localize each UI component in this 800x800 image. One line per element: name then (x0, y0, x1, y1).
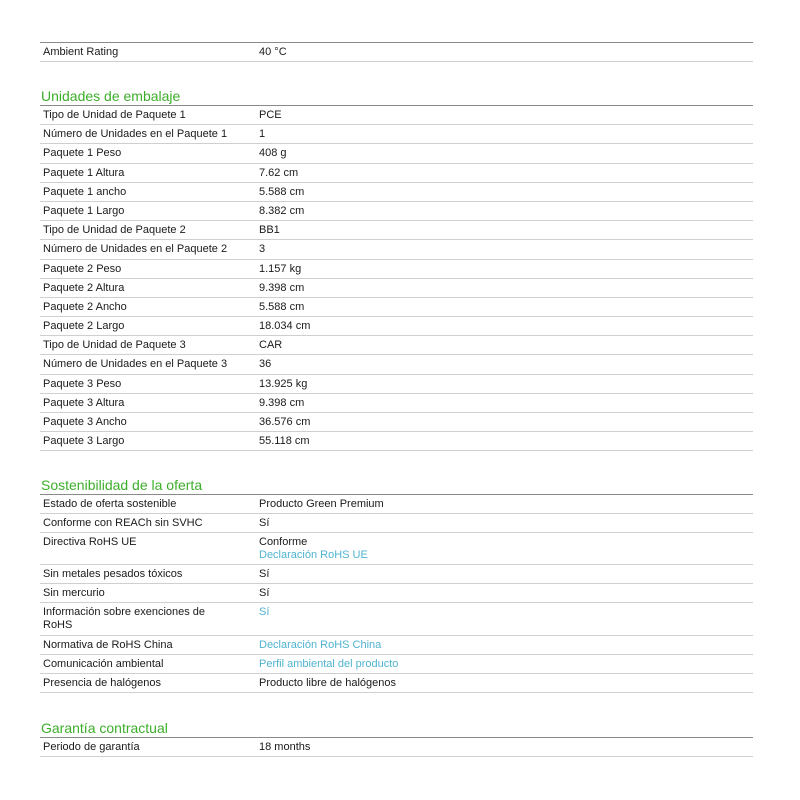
warranty-table (40, 738, 753, 757)
table-row (40, 164, 753, 183)
row-label: Paquete 1 Peso (43, 147, 122, 160)
environmental-profile-link[interactable]: Perfil ambiental del producto (259, 658, 399, 670)
row-label: Paquete 1 ancho (43, 185, 127, 198)
row-label: Normativa de RoHS China (43, 639, 173, 651)
row-value (256, 533, 753, 564)
row-value: BB1 (259, 224, 280, 237)
table-row (40, 355, 753, 374)
table-row (40, 533, 753, 565)
row-label: Tipo de Unidad de Paquete 2 (43, 224, 186, 237)
row-label (40, 603, 256, 635)
row-value: 8.382 cm (259, 204, 305, 217)
table-row (40, 413, 753, 432)
table-row (40, 565, 753, 584)
row-value: Sí (259, 587, 270, 599)
row-value: 36 (259, 358, 272, 371)
warranty-section (40, 720, 753, 757)
rohs-china-declaration-link[interactable]: Declaración RoHS China (259, 639, 382, 651)
exemptions-label-line2: RoHS (43, 619, 73, 631)
row-value: Producto libre de halógenos (259, 677, 396, 689)
row-value: 40 °C (259, 46, 287, 58)
row-label: Periodo de garantía (43, 741, 140, 753)
row-label: Paquete 2 Largo (43, 320, 125, 333)
row-value: 3 (259, 243, 266, 256)
row-label: Presencia de halógenos (43, 677, 162, 689)
row-value: Sí (259, 568, 270, 580)
table-row (40, 260, 753, 279)
table-row (40, 125, 753, 144)
sustainability-title: Sostenibilidad de la oferta (40, 477, 753, 495)
table-row (40, 240, 753, 259)
row-label: Paquete 3 Altura (43, 396, 125, 409)
table-row (40, 336, 753, 355)
row-value: 1 (259, 128, 266, 141)
table-row (40, 674, 753, 693)
warranty-title: Garantía contractual (40, 720, 753, 738)
row-value: 9.398 cm (259, 281, 305, 294)
table-row (40, 106, 753, 125)
row-label: Paquete 1 Largo (43, 204, 125, 217)
rohs-status: Conforme (259, 536, 308, 548)
table-row (40, 202, 753, 221)
exemptions-label-line1: Información sobre exenciones de (43, 606, 206, 618)
row-value: 5.588 cm (259, 185, 305, 198)
row-label: Sin metales pesados tóxicos (43, 568, 183, 580)
ambient-section (40, 43, 753, 62)
row-value: CAR (259, 339, 283, 352)
table-row (40, 183, 753, 202)
row-value: 18 months (259, 741, 311, 753)
table-row (40, 298, 753, 317)
row-label: Número de Unidades en el Paquete 3 (43, 358, 228, 371)
row-label: Paquete 3 Peso (43, 377, 122, 390)
row-value: 5.588 cm (259, 300, 305, 313)
table-row (40, 603, 753, 636)
table-row (40, 738, 753, 757)
row-value (256, 655, 753, 673)
table-row (40, 279, 753, 298)
row-label: Sin mercurio (43, 587, 105, 599)
row-label: Paquete 1 Altura (43, 166, 125, 179)
row-label: Comunicación ambiental (43, 658, 164, 670)
table-row (40, 144, 753, 163)
row-value: 9.398 cm (259, 396, 305, 409)
exemptions-link[interactable]: Sí (259, 606, 270, 618)
row-value (256, 603, 753, 635)
row-label: Número de Unidades en el Paquete 1 (43, 128, 228, 141)
packaging-title: Unidades de embalaje (40, 88, 753, 106)
row-label: Paquete 3 Largo (43, 435, 125, 448)
table-row (40, 394, 753, 413)
row-value: 18.034 cm (259, 320, 311, 333)
row-value: 36.576 cm (259, 416, 311, 428)
row-label: Estado de oferta sostenible (43, 498, 177, 510)
row-label: Ambient Rating (43, 46, 119, 58)
row-label: Número de Unidades en el Paquete 2 (43, 243, 228, 256)
table-row (40, 43, 753, 62)
row-label: Tipo de Unidad de Paquete 3 (43, 339, 186, 352)
row-value: 55.118 cm (259, 435, 310, 448)
row-label: Paquete 2 Ancho (43, 300, 127, 313)
row-value (256, 636, 753, 654)
table-row (40, 514, 753, 533)
table-row (40, 495, 753, 514)
row-label: Paquete 2 Altura (43, 281, 125, 294)
table-row (40, 221, 753, 240)
rohs-eu-declaration-link[interactable]: Declaración RoHS UE (259, 549, 368, 561)
row-label: Paquete 3 Ancho (43, 416, 127, 428)
row-label: Paquete 2 Peso (43, 262, 122, 275)
table-row (40, 317, 753, 336)
row-value: Producto Green Premium (259, 498, 384, 510)
row-label: Directiva RoHS UE (43, 536, 137, 548)
packaging-table (40, 106, 753, 451)
row-value: 7.62 cm (259, 166, 299, 179)
table-row (40, 375, 753, 394)
table-row (40, 655, 753, 674)
row-value: 13.925 kg (259, 377, 308, 390)
sustainability-section (40, 477, 753, 693)
table-row (40, 584, 753, 603)
row-label: Conforme con REACh sin SVHC (43, 517, 203, 529)
row-value: PCE (259, 109, 282, 121)
row-value: 1.157 kg (259, 262, 302, 275)
packaging-section (40, 88, 753, 451)
row-value: Sí (259, 517, 270, 529)
table-row (40, 636, 753, 655)
row-label: Tipo de Unidad de Paquete 1 (43, 109, 186, 121)
row-value: 408 g (259, 147, 287, 160)
table-row (40, 432, 753, 451)
